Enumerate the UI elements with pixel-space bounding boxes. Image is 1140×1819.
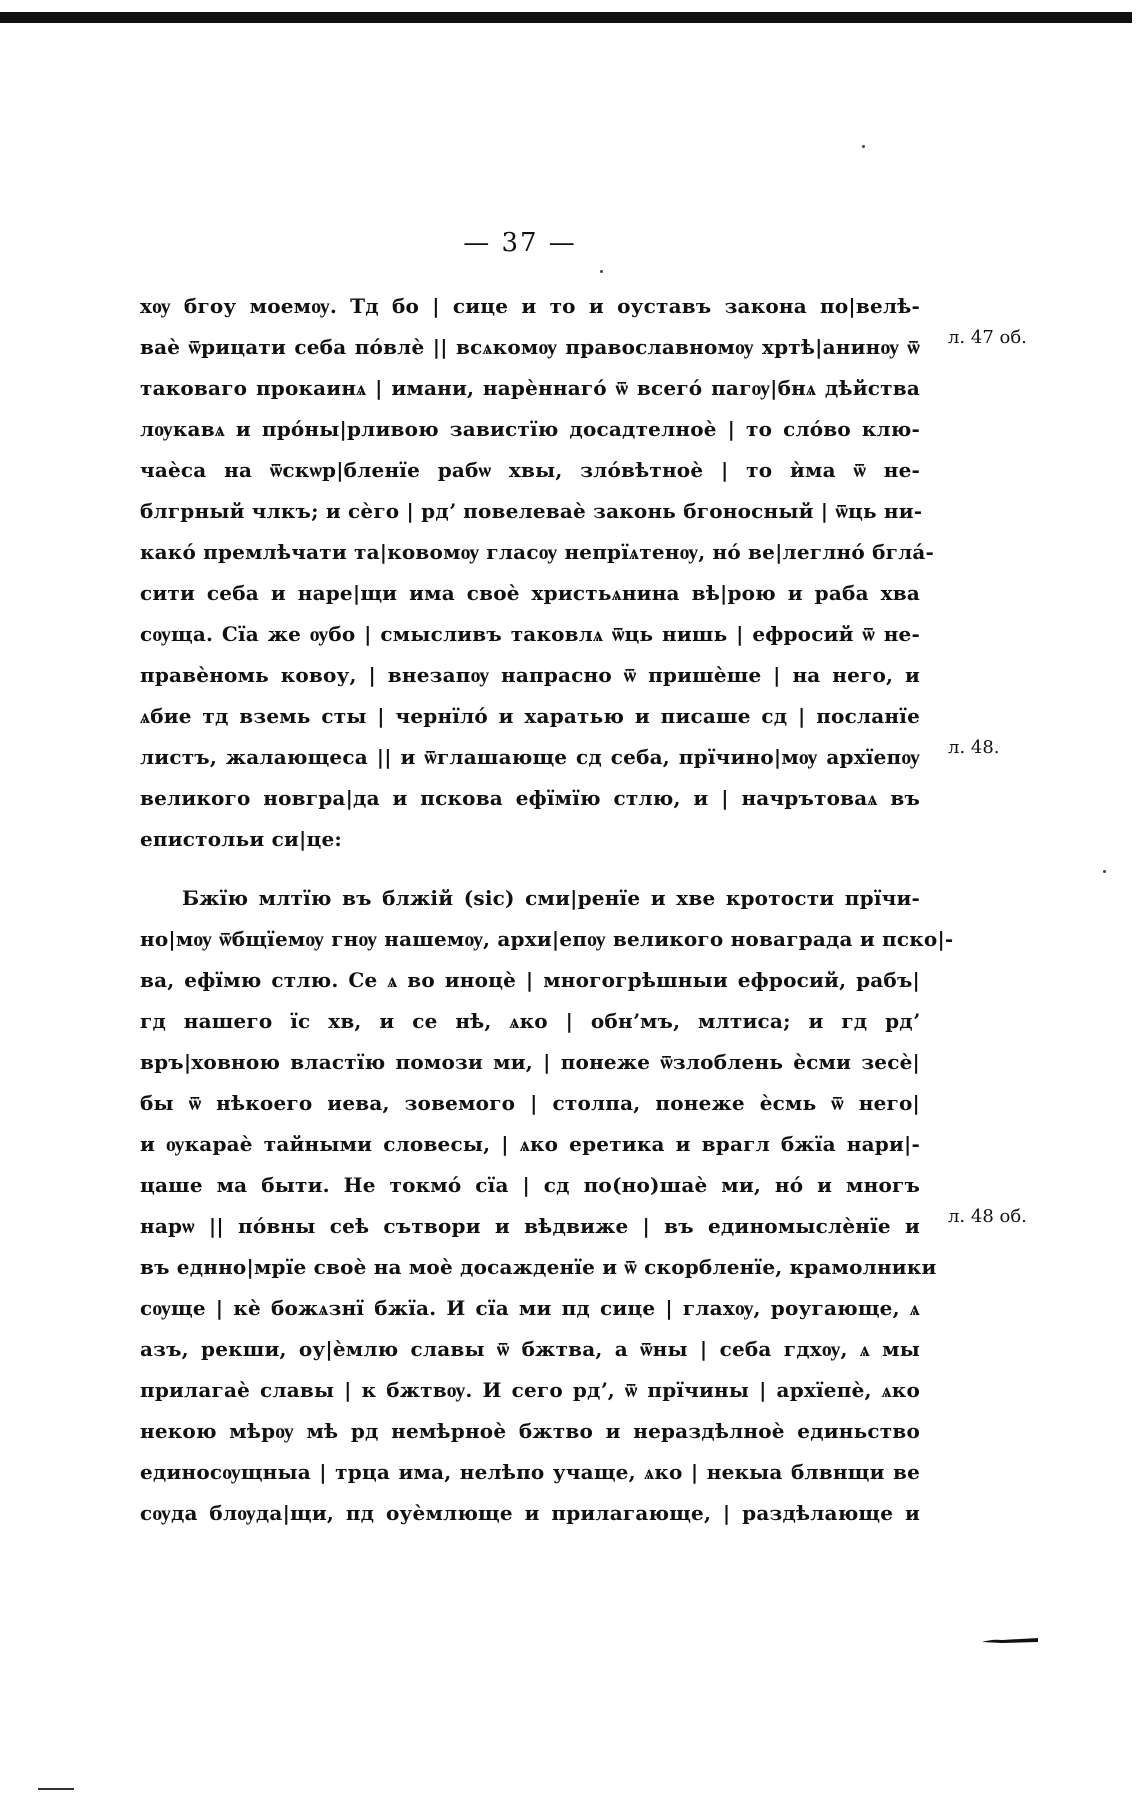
- text-line: сѹще | кѐ божѧзнї бжїа. И сїа ми пд сице | глахѹ, роугающе, ѧ: [140, 1296, 920, 1320]
- paragraph-gap: [140, 860, 920, 878]
- text-line: таковаго прокаинѧ | имани, нарѐннагó ѿ всегó пагѹ|бнѧ дѣйства: [140, 376, 920, 400]
- text-line: прилагаѐ славы | к бжтвѹ. И сего рдʼ, ѿ прїчины | архїепѐ, ѧко: [140, 1378, 920, 1402]
- speck: [1103, 870, 1106, 873]
- text-line: и ѹкараѐ тайными словесы, | ѧко еретика и врагл бжїа нари|-: [140, 1132, 920, 1156]
- text-line: великого новгра|да и пскова ефїмїю стлю, и | начрътоваѧ въ: [140, 786, 920, 810]
- text-line: азъ, рекши, оу|ѐмлю славы ѿ бжтва, а ѿны | себа гдхѹ, ѧ мы: [140, 1337, 920, 1361]
- text-line: гд нашего їс хв, и се нѣ, ѧко | обнʼмъ, млтиса; и гд рдʼ: [140, 1009, 920, 1033]
- speck: [862, 145, 865, 148]
- text-line: сѹда блѹда|щи, пд оуѐмлюще и прилагающе, | раздѣлающе и: [140, 1501, 920, 1525]
- text-line: ѧбие тд вземь сты | чернїлó и харатью и писаше сд | посланїе: [140, 704, 920, 728]
- text-line-content: ваѐ ѿрицати себа пóвлѐ || всѧкомѹ православномѹ хртѣ|анинѹ ѿ: [140, 335, 920, 359]
- text-line: правѐномь ковоу, | внезапѹ напрасно ѿ пришѐше | на него, и: [140, 663, 920, 687]
- text-line: хѹ бгоу моемѹ. Тд бо | сице и то и оуставъ закона по|велѣ-: [140, 294, 920, 318]
- speck: [600, 270, 603, 273]
- text-line: но|мѹ ѿбщïемѹ гнѹ нашемѹ, архи|епѹ великого новаграда и пско|-: [140, 927, 954, 951]
- corner-mark: [38, 1788, 74, 1790]
- text-line: нарѡ || пóвны сеѣ сътвори и вѣдвиже | въ единомыслѐнїе и: [140, 1214, 920, 1238]
- text-line: лѹкавѧ и прóны|рливою завистїю досадтелноѐ | то слóво клю-: [140, 417, 920, 441]
- text-line: сѹща. Сїа же ѹбо | смысливъ таковлѧ ѿць нишь | ефросий ѿ не-: [140, 622, 920, 646]
- text-line: чаѐса на ѿскѡр|бленїе рабѡ хвы, злóвѣтноѐ | то ѝма ѿ не-: [140, 458, 920, 482]
- text-line: връ|ховною властїю помози ми, | понеже ѿзлоблень ѐсми зесѐ|: [140, 1050, 920, 1074]
- text-line: Бжїю млтїю въ блжій (sic) сми|ренїе и хве кротости прїчи-: [182, 886, 920, 910]
- text-line: [140, 327, 920, 368]
- text-line: епистольи си|це:: [140, 827, 342, 851]
- text-line: въ еднно|мрїе своѐ на моѐ досажденїе и ѿ скорбленїе, крамолники: [140, 1255, 937, 1279]
- text-line: какó премлѣчати та|ковомѹ гласѹ непрїѧтенѹ, нó ве|леглнó бглá-: [140, 540, 935, 564]
- ink-mark: [982, 1636, 1038, 1644]
- text-line: бы ѿ нѣкоего иева, зовемого | столпа, понеже ѐсмь ѿ него|: [140, 1091, 920, 1115]
- text-line: некою мѣрѹ мѣ рд немѣрноѐ бжтво и нераздѣлноѐ единьство: [140, 1419, 920, 1443]
- text-line: цаше ма быти. Не токмó сїа | сд по(но)шаѐ ми, нó и многъ: [140, 1173, 920, 1197]
- text-line: ва, ефїмю стлю. Се ѧ во иноцѐ | многогрѣшныи ефросий, рабъ|: [140, 968, 920, 992]
- top-rule: [0, 12, 1132, 23]
- margin-note: л. 48.: [948, 737, 1000, 758]
- text-line: блгрный члкъ; и сѐго | рдʼ повелеваѐ законь бгоносный | ѿць ни-: [140, 499, 923, 523]
- text-line: сити себа и наре|щи има своѐ христьѧнина вѣ|рою и раба хва: [140, 581, 920, 605]
- text-block: [140, 286, 1027, 1534]
- page-number: — 37 —: [463, 228, 577, 258]
- margin-note: л. 47 об.: [948, 327, 1027, 348]
- text-line: листъ, жалающеса || и ѿглашающе сд себа, прїчино|мѹ архїепѹ: [140, 745, 920, 769]
- text-line: единосѹщныа | трца има, нелѣпо учаще, ѧко | некыа блвнщи ве: [140, 1460, 920, 1484]
- margin-note: л. 48 об.: [948, 1206, 1027, 1227]
